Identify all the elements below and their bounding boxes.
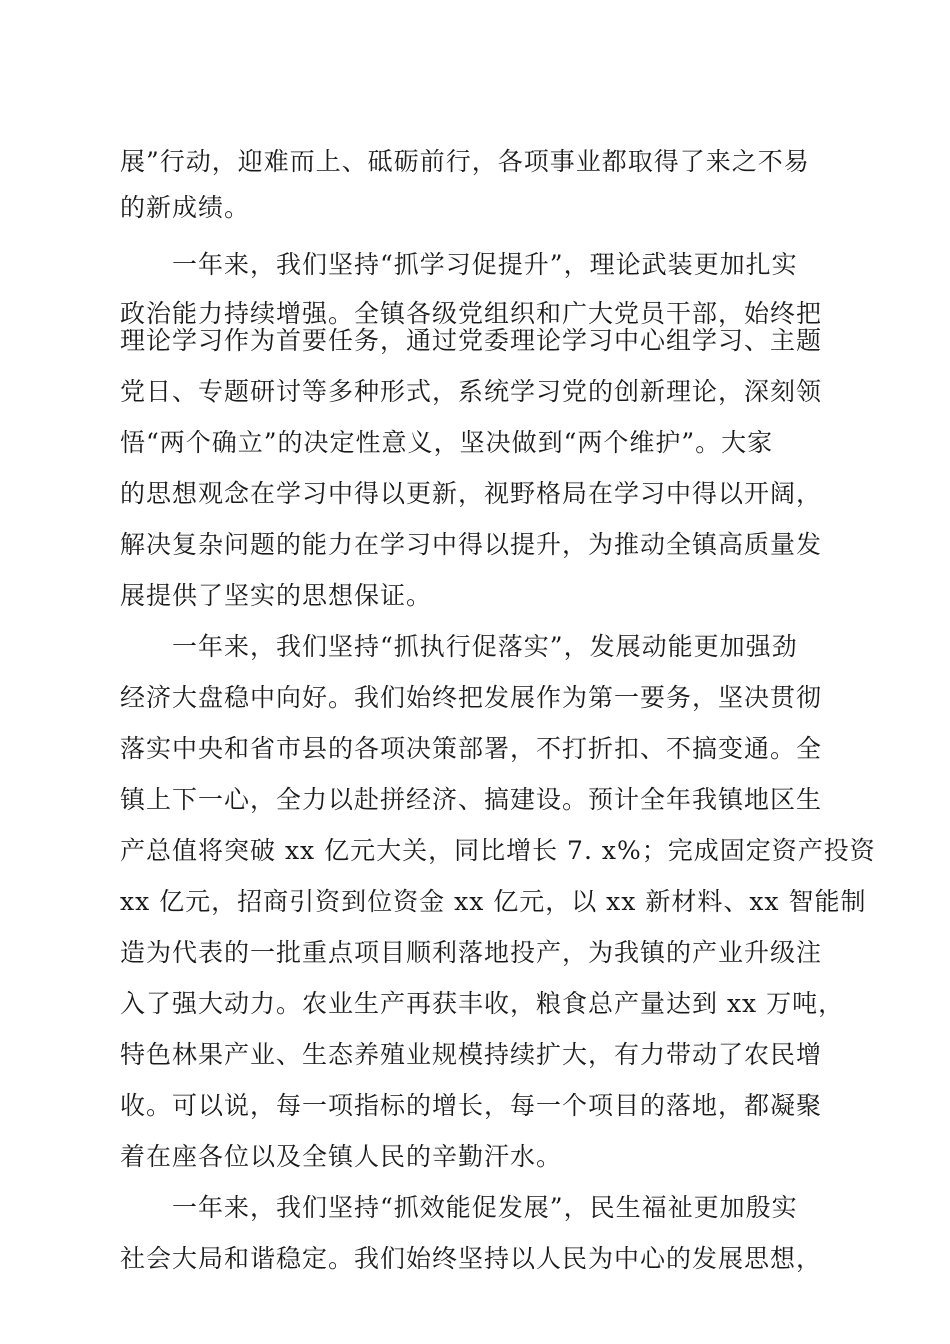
text-line: 落实中央和省市县的各项决策部署，不打折扣、不搞变通。全 [120,734,823,763]
text-line: 造为代表的一批重点项目顺利落地投产，为我镇的产业升级注 [120,938,823,967]
text-line: 的新成绩。 [120,193,251,222]
text-line: 特色林果产业、生态养殖业规模持续扩大，有力带动了农民增 [120,1040,823,1069]
text-line: 入了强大动力。农业生产再获丰收，粮食总产量达到 xx 万吨， [120,989,845,1018]
text-line: 的思想观念在学习中得以更新，视野格局在学习中得以开阔， [120,479,823,508]
text-line: 着在座各位以及全镇人民的辛勤汗水。 [120,1142,563,1171]
text-line: 展”行动，迎难而上、砥砺前行，各项事业都取得了来之不易 [120,147,810,176]
text-line: 社会大局和谐稳定。我们始终坚持以人民为中心的发展思想， [120,1244,823,1273]
text-line: 悟“两个确立”的决定性意义，坚决做到“两个维护”。大家 [120,428,774,457]
text-line: 经济大盘稳中向好。我们始终把发展作为第一要务，坚决贯彻 [120,683,823,712]
text-line: 理论学习作为首要任务，通过党委理论学习中心组学习、主题 [120,326,823,355]
text-line: 镇上下一心，全力以赴拼经济、搞建设。预计全年我镇地区生 [120,785,823,814]
paragraph-start-line: 一年来，我们坚持“抓执行促落实”，发展动能更加强劲 [172,632,798,661]
text-line: 产总值将突破 xx 亿元大关，同比增长 7. x%；完成固定资产投资 [120,836,876,865]
paragraph-start-line: 一年来，我们坚持“抓学习促提升”，理论武装更加扎实 [172,250,798,279]
text-line: 党日、专题研讨等多种形式，系统学习党的创新理论，深刻领 [120,377,823,406]
paragraph-start-line: 一年来，我们坚持“抓效能促发展”，民生福祉更加殷实 [172,1193,798,1222]
text-line: 政治能力持续增强。全镇各级党组织和广大党员干部，始终把 [120,299,823,328]
text-line: 收。可以说，每一项指标的增长，每一个项目的落地，都凝聚 [120,1091,823,1120]
text-line: 展提供了坚实的思想保证。 [120,581,433,610]
text-line: 解决复杂问题的能力在学习中得以提升，为推动全镇高质量发 [120,530,823,559]
text-line: xx 亿元，招商引资到位资金 xx 亿元，以 xx 新材料、xx 智能制 [120,887,867,916]
